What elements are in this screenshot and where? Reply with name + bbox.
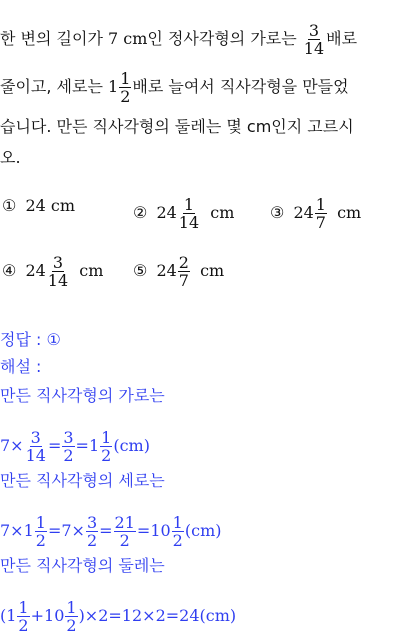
fraction-denominator: 2: [86, 531, 98, 550]
question-text: 배로: [326, 29, 358, 48]
solution-step-2-math: [0, 514, 221, 549]
fraction-numerator: 2: [178, 253, 189, 272]
math-term: =: [99, 521, 113, 540]
option-fraction: [47, 254, 69, 289]
math-term: )×2=12×2=24(cm): [78, 606, 237, 625]
fraction-denominator: 2: [120, 87, 131, 106]
option-whole: 24: [25, 261, 46, 280]
math-fraction: [86, 514, 98, 549]
math-unit: (cm): [184, 521, 222, 540]
fraction-numerator: 3: [86, 513, 98, 532]
question-text: 한 변의 길이가: [0, 29, 108, 48]
option-5[interactable]: [133, 254, 224, 289]
fraction-numerator: 1: [101, 428, 112, 447]
math-term: =7×: [47, 521, 85, 540]
solution-step-3-text: 만든 직사각형의 둘레는: [0, 556, 165, 575]
fraction-numerator: 1: [18, 598, 29, 617]
option-unit: cm: [210, 203, 235, 222]
question-line-1: [0, 22, 357, 57]
question-text: 줄이고, 세로는: [0, 77, 108, 96]
mixed-whole: 1: [108, 77, 119, 96]
fraction-numerator: 3: [52, 253, 64, 272]
math-unit: (cm): [113, 436, 150, 455]
option-3[interactable]: [270, 196, 361, 231]
math-term: 7×1: [0, 521, 34, 540]
fraction-numerator: 1: [35, 513, 46, 532]
math-fraction: [114, 514, 136, 549]
fraction-numerator: 1: [315, 195, 326, 214]
option-fraction: [178, 196, 200, 231]
option-unit: cm: [79, 261, 104, 280]
fraction-denominator: 7: [315, 213, 326, 232]
option-whole: 24: [293, 203, 314, 222]
option-unit: cm: [200, 261, 225, 280]
math-term: 7×: [0, 436, 24, 455]
math-fraction: [62, 429, 74, 464]
math-term: =10: [136, 521, 171, 540]
fraction-denominator: 14: [178, 213, 200, 232]
question-line-4: 오.: [0, 148, 21, 167]
question-line-2: [0, 70, 349, 105]
option-mark: ④: [2, 261, 17, 280]
fraction-denominator: 2: [35, 531, 46, 550]
question-text: 배로 늘여서 직사각형을 만들었: [132, 77, 349, 96]
math-fraction: [25, 429, 47, 464]
math-fraction: [100, 429, 112, 464]
fraction-denominator: 2: [172, 531, 183, 550]
fraction-denominator: 14: [25, 446, 46, 465]
fraction-numerator: 1: [172, 513, 183, 532]
solution-step-1-text: 만든 직사각형의 가로는: [0, 386, 165, 405]
fraction-numerator: 3: [30, 428, 41, 447]
option-unit: cm: [337, 203, 362, 222]
option-mark: ③: [270, 203, 285, 222]
fraction-numerator: 1: [120, 69, 131, 88]
option-fraction: [315, 196, 327, 231]
fraction-numerator: 1: [183, 195, 195, 214]
solution-label: 해설 :: [0, 357, 42, 376]
option-whole: 24: [156, 261, 177, 280]
fraction-denominator: 14: [47, 271, 69, 290]
side-length: 7 cm: [108, 29, 148, 48]
width-factor-fraction: [303, 22, 325, 57]
solution-step-1-math: [0, 429, 150, 464]
height-factor-fraction: [119, 70, 131, 105]
fraction-numerator: 1: [66, 598, 77, 617]
fraction-denominator: 2: [119, 531, 130, 550]
option-fraction: [178, 254, 190, 289]
fraction-denominator: 7: [178, 271, 189, 290]
option-mark: ②: [133, 203, 148, 222]
math-fraction: [172, 514, 184, 549]
option-value: 24 cm: [25, 196, 76, 215]
solution-step-2-text: 만든 직사각형의 세로는: [0, 471, 165, 490]
fraction-denominator: 14: [303, 39, 325, 58]
answer-line: [0, 330, 61, 350]
math-term: (1: [0, 606, 17, 625]
option-1[interactable]: [2, 196, 75, 216]
fraction-denominator: 2: [66, 616, 77, 635]
option-mark: ①: [2, 196, 17, 215]
option-4[interactable]: [2, 254, 103, 289]
math-term: =1: [75, 436, 100, 455]
math-term: +10: [30, 606, 65, 625]
question-text: 인 정사각형의 가로는: [147, 29, 302, 48]
fraction-denominator: 2: [101, 446, 112, 465]
question-line-3: 습니다. 만든 직사각형의 둘레는 몇 cm인지 고르시: [0, 117, 354, 136]
fraction-numerator: 21: [114, 513, 135, 532]
fraction-numerator: 3: [308, 21, 320, 40]
math-fraction: [35, 514, 47, 549]
fraction-denominator: 2: [63, 446, 74, 465]
answer-value: ①: [46, 330, 61, 349]
math-term: =: [47, 436, 62, 455]
fraction-numerator: 3: [63, 428, 74, 447]
fraction-denominator: 2: [18, 616, 29, 635]
option-2[interactable]: [133, 196, 234, 231]
option-whole: 24: [156, 203, 177, 222]
answer-label: 정답 :: [0, 330, 47, 349]
option-mark: ⑤: [133, 261, 148, 280]
